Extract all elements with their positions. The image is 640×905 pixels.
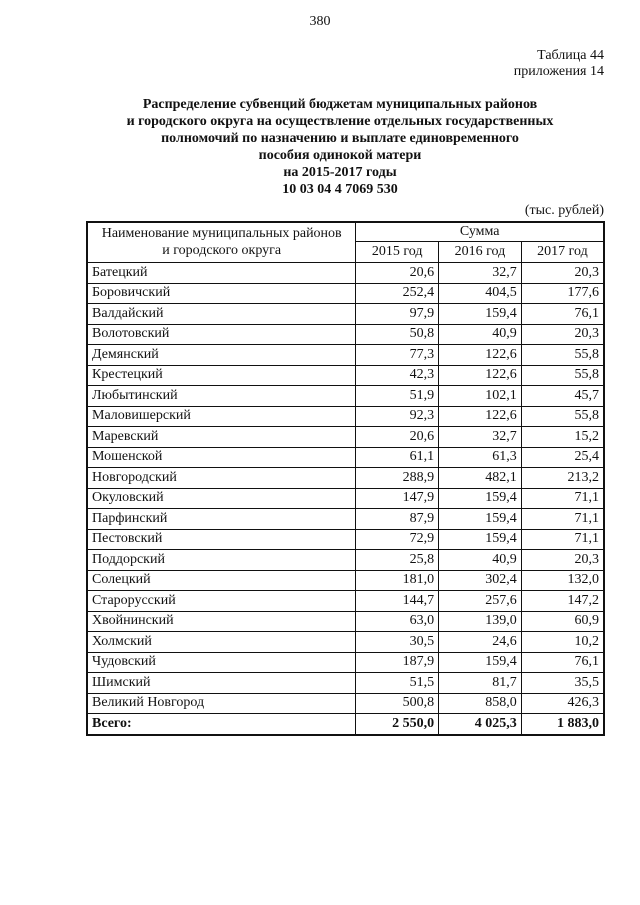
amount-cell-2017: 20,3 [521, 550, 604, 571]
amount-cell-2015: 30,5 [356, 632, 439, 653]
amount-cell-2016: 302,4 [439, 570, 522, 591]
column-header-name [87, 222, 356, 263]
amount-cell-2017: 15,2 [521, 427, 604, 448]
amount-cell-2017: 45,7 [521, 386, 604, 407]
amount-cell-2016: 159,4 [439, 304, 522, 325]
district-name-cell: Волотовский [87, 324, 356, 345]
column-header-sum: Сумма [356, 222, 604, 242]
district-name-cell: Демянский [87, 345, 356, 366]
column-header-2016: 2016 год [439, 242, 522, 263]
amount-cell-2016: 139,0 [439, 611, 522, 632]
amount-cell-2016: 102,1 [439, 386, 522, 407]
district-name-cell: Старорусский [87, 591, 356, 612]
amount-cell-2017: 10,2 [521, 632, 604, 653]
district-name-cell: Чудовский [87, 652, 356, 673]
amount-cell-2017: 426,3 [521, 693, 604, 714]
amount-cell-2017: 35,5 [521, 673, 604, 694]
title-line: полномочий по назначению и выплате единовременного [161, 131, 519, 146]
header-name-line1: Наименование муниципальных районов [101, 226, 342, 241]
table-number: Таблица 44 [537, 48, 604, 63]
district-name-cell: Пестовский [87, 529, 356, 550]
district-name-cell: Боровичский [87, 283, 356, 304]
amount-cell-2017: 25,4 [521, 447, 604, 468]
total-row [87, 714, 604, 735]
total-amount-cell-2017: 1 883,0 [521, 714, 604, 735]
amount-cell-2016: 40,9 [439, 550, 522, 571]
amount-cell-2017: 76,1 [521, 652, 604, 673]
table-row [87, 529, 604, 550]
document-title [60, 96, 620, 198]
table-row [87, 304, 604, 325]
amount-cell-2016: 32,7 [439, 427, 522, 448]
amount-cell-2015: 77,3 [356, 345, 439, 366]
table-row [87, 591, 604, 612]
amount-cell-2017: 147,2 [521, 591, 604, 612]
table-row [87, 693, 604, 714]
table-row [87, 632, 604, 653]
amount-cell-2017: 71,1 [521, 529, 604, 550]
amount-cell-2016: 24,6 [439, 632, 522, 653]
table-row [87, 406, 604, 427]
amount-cell-2016: 81,7 [439, 673, 522, 694]
amount-cell-2016: 159,4 [439, 509, 522, 530]
table-body [87, 263, 604, 735]
amount-cell-2017: 20,3 [521, 324, 604, 345]
table-row [87, 263, 604, 284]
amount-cell-2017: 71,1 [521, 488, 604, 509]
page-number: 380 [309, 14, 331, 29]
amount-cell-2015: 42,3 [356, 365, 439, 386]
amount-cell-2017: 60,9 [521, 611, 604, 632]
amount-cell-2015: 72,9 [356, 529, 439, 550]
amount-cell-2015: 50,8 [356, 324, 439, 345]
amount-cell-2015: 20,6 [356, 263, 439, 284]
amount-cell-2015: 252,4 [356, 283, 439, 304]
amount-cell-2016: 122,6 [439, 365, 522, 386]
amount-cell-2017: 132,0 [521, 570, 604, 591]
title-line: пособия одинокой матери [258, 148, 422, 163]
table-row [87, 365, 604, 386]
amount-cell-2017: 76,1 [521, 304, 604, 325]
district-name-cell: Шимский [87, 673, 356, 694]
table-row [87, 509, 604, 530]
district-name-cell: Маловишерский [87, 406, 356, 427]
district-name-cell: Окуловский [87, 488, 356, 509]
amount-cell-2016: 858,0 [439, 693, 522, 714]
table-row [87, 427, 604, 448]
amount-cell-2016: 40,9 [439, 324, 522, 345]
amount-cell-2016: 404,5 [439, 283, 522, 304]
amount-cell-2015: 25,8 [356, 550, 439, 571]
table-row [87, 488, 604, 509]
district-name-cell: Крестецкий [87, 365, 356, 386]
district-name-cell: Великий Новгород [87, 693, 356, 714]
title-budget-code: 10 03 04 4 7069 530 [282, 182, 398, 197]
title-line: Распределение субвенций бюджетам муниципальных районов [142, 97, 538, 112]
amount-cell-2015: 500,8 [356, 693, 439, 714]
table-row [87, 345, 604, 366]
district-name-cell: Холмский [87, 632, 356, 653]
amount-cell-2017: 20,3 [521, 263, 604, 284]
amount-cell-2017: 213,2 [521, 468, 604, 489]
table-row [87, 673, 604, 694]
total-label-cell: Всего: [87, 714, 356, 735]
appendix-number: приложения 14 [513, 64, 604, 79]
amount-cell-2017: 55,8 [521, 406, 604, 427]
amount-cell-2015: 181,0 [356, 570, 439, 591]
table-row [87, 447, 604, 468]
table-row [87, 570, 604, 591]
table-row [87, 468, 604, 489]
amount-cell-2017: 55,8 [521, 365, 604, 386]
amount-cell-2017: 71,1 [521, 509, 604, 530]
table-reference [514, 48, 604, 80]
amount-cell-2015: 288,9 [356, 468, 439, 489]
total-amount-cell-2015: 2 550,0 [356, 714, 439, 735]
amount-cell-2016: 257,6 [439, 591, 522, 612]
amount-cell-2015: 97,9 [356, 304, 439, 325]
amount-cell-2015: 92,3 [356, 406, 439, 427]
amount-cell-2016: 159,4 [439, 529, 522, 550]
table-row [87, 652, 604, 673]
amount-cell-2016: 482,1 [439, 468, 522, 489]
district-name-cell: Солецкий [87, 570, 356, 591]
amount-cell-2016: 122,6 [439, 406, 522, 427]
table-row [87, 611, 604, 632]
district-name-cell: Поддорский [87, 550, 356, 571]
total-amount-cell-2016: 4 025,3 [439, 714, 522, 735]
amount-cell-2016: 61,3 [439, 447, 522, 468]
district-name-cell: Мошенской [87, 447, 356, 468]
table-row [87, 386, 604, 407]
amount-cell-2015: 187,9 [356, 652, 439, 673]
table-row [87, 550, 604, 571]
subvention-table [86, 221, 605, 736]
amount-cell-2015: 87,9 [356, 509, 439, 530]
amount-cell-2015: 51,9 [356, 386, 439, 407]
district-name-cell: Батецкий [87, 263, 356, 284]
amount-cell-2016: 159,4 [439, 488, 522, 509]
header-name-line2: и городского округа [162, 243, 282, 258]
amount-cell-2015: 63,0 [356, 611, 439, 632]
amount-cell-2015: 61,1 [356, 447, 439, 468]
district-name-cell: Новгородский [87, 468, 356, 489]
amount-cell-2015: 144,7 [356, 591, 439, 612]
district-name-cell: Валдайский [87, 304, 356, 325]
amount-cell-2017: 177,6 [521, 283, 604, 304]
title-line: и городского округа на осуществление отдельных государственных [126, 114, 554, 129]
district-name-cell: Любытинский [87, 386, 356, 407]
table-row [87, 324, 604, 345]
district-name-cell: Хвойнинский [87, 611, 356, 632]
amount-cell-2015: 147,9 [356, 488, 439, 509]
amount-cell-2015: 51,5 [356, 673, 439, 694]
amount-cell-2016: 122,6 [439, 345, 522, 366]
amount-cell-2015: 20,6 [356, 427, 439, 448]
title-period: на 2015-2017 годы [283, 165, 397, 180]
column-header-2015: 2015 год [356, 242, 439, 263]
column-header-2017: 2017 год [521, 242, 604, 263]
district-name-cell: Парфинский [87, 509, 356, 530]
district-name-cell: Маревский [87, 427, 356, 448]
units-label: (тыс. рублей) [524, 203, 604, 218]
table-row [87, 283, 604, 304]
amount-cell-2016: 32,7 [439, 263, 522, 284]
amount-cell-2017: 55,8 [521, 345, 604, 366]
amount-cell-2016: 159,4 [439, 652, 522, 673]
